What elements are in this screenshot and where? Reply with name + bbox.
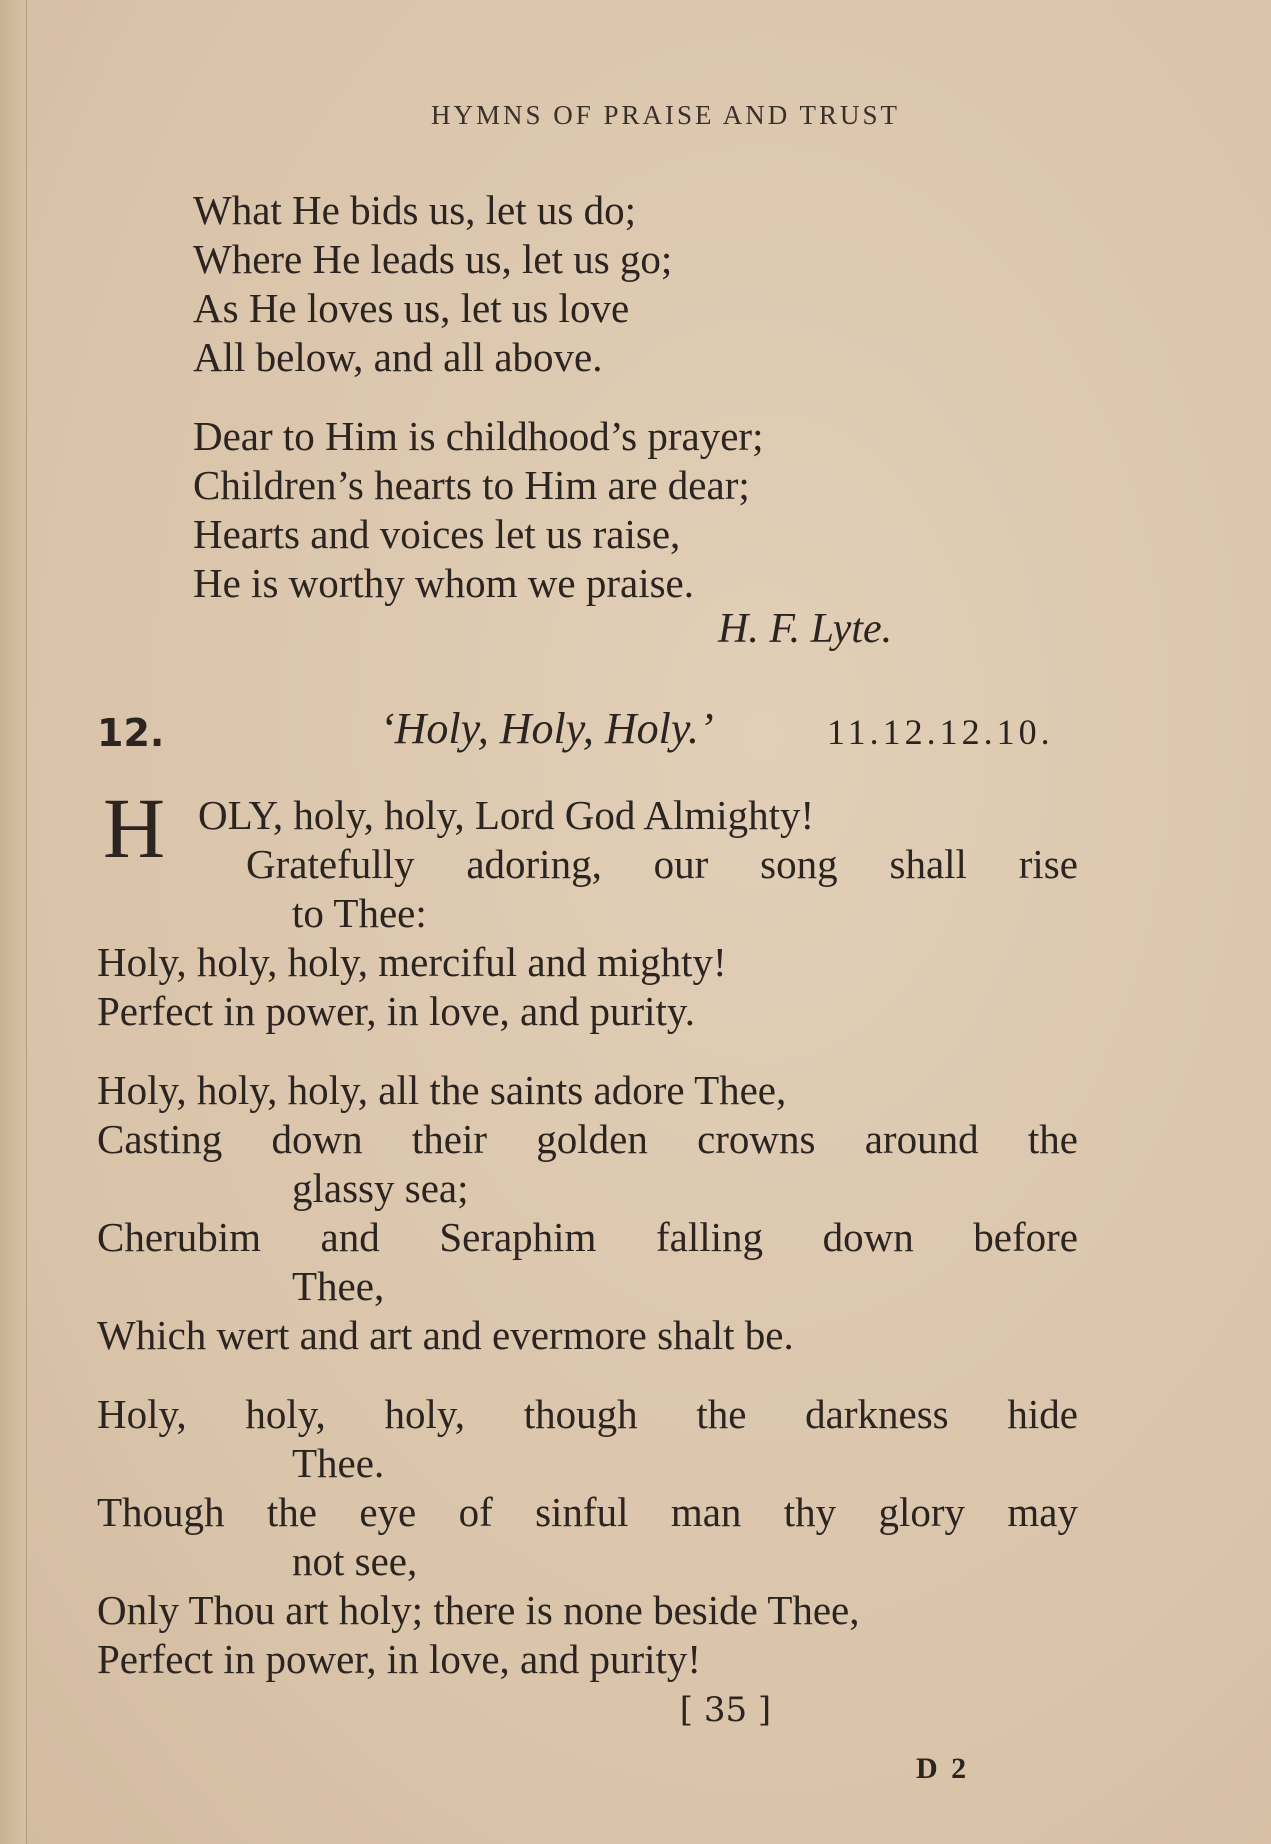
verse-word: Holy, [97,1391,187,1437]
verse-word: Casting [97,1116,223,1162]
verse-line: Perfect in power, in love, and purity! [97,1636,702,1682]
verse-word: eye [359,1489,417,1535]
verse-word: the [1027,1116,1078,1162]
verse-line: As He loves us, let us love [193,285,630,331]
verse-word: Though [97,1489,225,1535]
verse-word: darkness [805,1391,949,1437]
verse-word: down [822,1214,914,1260]
verse-word: the [696,1391,747,1437]
hymn-meter: 11.12.12.10. [827,712,1054,752]
verse-word: of [458,1489,493,1535]
verse-word: holy, [245,1391,326,1437]
verse-word: Gratefully [246,841,415,887]
verse-word: Seraphim [439,1214,597,1260]
verse-word: their [411,1116,488,1162]
verse-word: man [670,1489,742,1535]
page-edge [0,0,27,1844]
verse-word: Cherubim [97,1214,261,1260]
verse-line-justified [97,1488,1078,1536]
signature-mark: D 2 [916,1752,970,1785]
page-number: [ 35 ] [679,1690,772,1730]
verse-word: and [320,1214,380,1260]
verse-word: holy, [384,1391,465,1437]
verse-line-continuation: Thee. [292,1440,385,1486]
verse-word: before [973,1214,1078,1260]
hymn-number: 12. [97,711,165,755]
verse-line: Which wert and art and evermore shalt be. [97,1312,794,1358]
verse-line: He is worthy whom we praise. [193,560,695,606]
verse-line-continuation: glassy sea; [292,1165,469,1211]
verse-line-justified [97,1115,1078,1163]
verse-word: song [760,841,838,887]
verse-line: Children’s hearts to Him are dear; [193,462,750,508]
verse-word: around [864,1116,979,1162]
verse-line-justified [97,1213,1078,1261]
verse-word: rise [1018,841,1078,887]
verse-line-justified [246,840,1078,888]
author-attribution: H. F. Lyte. [718,606,893,652]
verse-line-continuation: Thee, [292,1263,385,1309]
verse-line: All below, and all above. [193,334,603,380]
verse-line: Holy, holy, holy, all the saints adore Thee, [97,1067,787,1113]
verse-line: Holy, holy, holy, merciful and mighty! [97,939,727,985]
verse-line: Where He leads us, let us go; [193,236,673,282]
verse-word: adoring, [466,841,602,887]
verse-word: sinful [535,1489,629,1535]
verse-line: Perfect in power, in love, and purity. [97,988,696,1034]
verse-line: Only Thou art holy; there is none beside Thee, [97,1587,860,1633]
verse-word: the [266,1489,317,1535]
verse-line-justified [97,1390,1078,1438]
verse-word: though [523,1391,638,1437]
verse-line: OLY, holy, holy, Lord God Almighty! [198,792,815,838]
verse-word: crowns [697,1116,816,1162]
verse-word: glory [878,1489,966,1535]
verse-word: hide [1007,1391,1078,1437]
running-head: HYMNS OF PRAISE AND TRUST [430,100,901,130]
verse-word: falling [656,1214,764,1260]
verse-line-continuation: to Thee: [292,890,427,936]
verse-line: What He bids us, let us do; [193,187,636,233]
verse-line: Hearts and voices let us raise, [193,511,681,557]
verse-word: our [653,841,709,887]
verse-line-continuation: not see, [292,1538,418,1584]
hymn-title: ‘Holy, Holy, Holy.’ [380,704,714,753]
verse-word: may [1007,1489,1078,1535]
verse-word: shall [889,841,967,887]
verse-word: golden [536,1116,648,1162]
verse-word: down [271,1116,363,1162]
verse-line: Dear to Him is childhood’s prayer; [193,413,764,459]
verse-word: thy [783,1489,837,1535]
drop-capital: H [103,780,166,876]
